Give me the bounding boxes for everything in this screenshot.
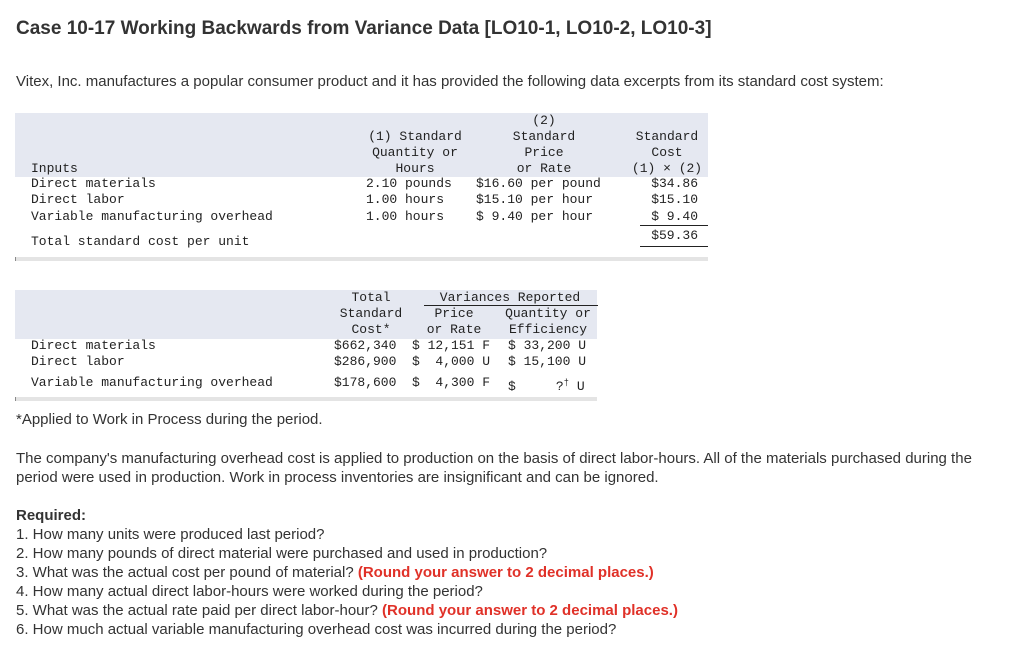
table1-row-cost: $ 9.40: [651, 209, 698, 224]
table2-row-label: Direct materials: [31, 338, 156, 353]
table2-row-total: $178,600: [334, 375, 397, 390]
table2-row-efficiency: $ ?† U: [508, 378, 585, 394]
table1-subtotal-rule: [640, 225, 708, 226]
intro-text: Vitex, Inc. manufactures a popular consumer product and it has provided the following data excerpts from its standard cost system:: [16, 73, 884, 90]
table1-row-label: Direct materials: [31, 176, 156, 191]
table2-header-group: Variances Reported: [439, 290, 581, 305]
table1-row-label: Variable manufacturing overhead: [31, 209, 273, 224]
table2-header-quantity: Quantity or Efficiency: [505, 306, 591, 337]
table1-header-quantity: (1) Standard Quantity or Hours: [368, 129, 462, 176]
question-4: 4. How many actual direct labor-hours were worked during the period?: [16, 583, 483, 600]
required-section: [16, 506, 1006, 639]
question-2: 2. How many pounds of direct material were purchased and used in production?: [16, 545, 548, 562]
table2-row-total: $286,900: [334, 354, 397, 369]
table1-row-price: $ 9.40 per hour: [476, 209, 594, 224]
table2-row-price: $ 4,300 F: [412, 375, 491, 390]
question-5: 5. What was the actual rate paid per direct labor-hour? (Round your answer to 2 decimal places.): [16, 602, 678, 619]
required-label: Required:: [16, 507, 87, 524]
table1-row-price: $16.60 per pound: [476, 176, 601, 191]
table2-header-total: Total Standard Cost*: [339, 290, 403, 337]
table2-row-efficiency: $ 33,200 U: [508, 338, 587, 353]
table1-header-inputs: Inputs: [31, 161, 78, 176]
page-title: Case 10-17 Working Backwards from Variance Data [LO10-1, LO10-2, LO10-3]: [16, 18, 712, 39]
question-3: 3. What was the actual cost per pound of material? (Round your answer to 2 decimal places.): [16, 564, 654, 581]
table1-row-cost: $34.86: [651, 176, 698, 191]
table1-total-label: Total standard cost per unit: [31, 234, 250, 249]
table1-total-rule: [640, 246, 708, 247]
table1-row-cost: $15.10: [651, 192, 698, 207]
table2-row-label: Variable manufacturing overhead: [31, 375, 273, 390]
footnote: *Applied to Work in Process during the period.: [16, 411, 323, 428]
table1-header-standard-cost: Standard Cost (1) × (2): [631, 129, 703, 176]
table1-row-qty: 2.10 pounds: [366, 176, 452, 191]
table2-row-price: $ 4,000 U: [412, 354, 491, 369]
rounding-note: (Round your answer to 2 decimal places.): [357, 564, 654, 581]
table2-header-price: Price or Rate: [426, 306, 482, 337]
table2-row-price: $ 12,151 F: [412, 338, 491, 353]
description-paragraph: The company's manufacturing overhead cost is applied to production on the basis of direct labor-hours. All of the materials purchased during the period were used in production. Work in process inventories are insignificant and can be ignored.: [16, 450, 972, 486]
table2-scrollbar[interactable]: [15, 397, 597, 401]
table1-scrollbar[interactable]: [15, 257, 708, 261]
table1-row-price: $15.10 per hour: [476, 192, 594, 207]
dagger-mark: †: [563, 378, 570, 388]
table1-header-price: (2) Standard Price or Rate: [512, 113, 576, 176]
table1-row-label: Direct labor: [31, 192, 125, 207]
question-1: 1. How many units were produced last period?: [16, 526, 325, 543]
rounding-note: (Round your answer to 2 decimal places.): [382, 602, 678, 619]
table2-row-label: Direct labor: [31, 354, 125, 369]
question-6: 6. How much actual variable manufacturing overhead cost was incurred during the period?: [16, 621, 617, 638]
table2-row-efficiency: $ 15,100 U: [508, 354, 587, 369]
table1-row-qty: 1.00 hours: [366, 209, 445, 224]
table2-row-total: $662,340: [334, 338, 397, 353]
table1-row-qty: 1.00 hours: [366, 192, 445, 207]
table1-total-value: $59.36: [651, 228, 698, 243]
